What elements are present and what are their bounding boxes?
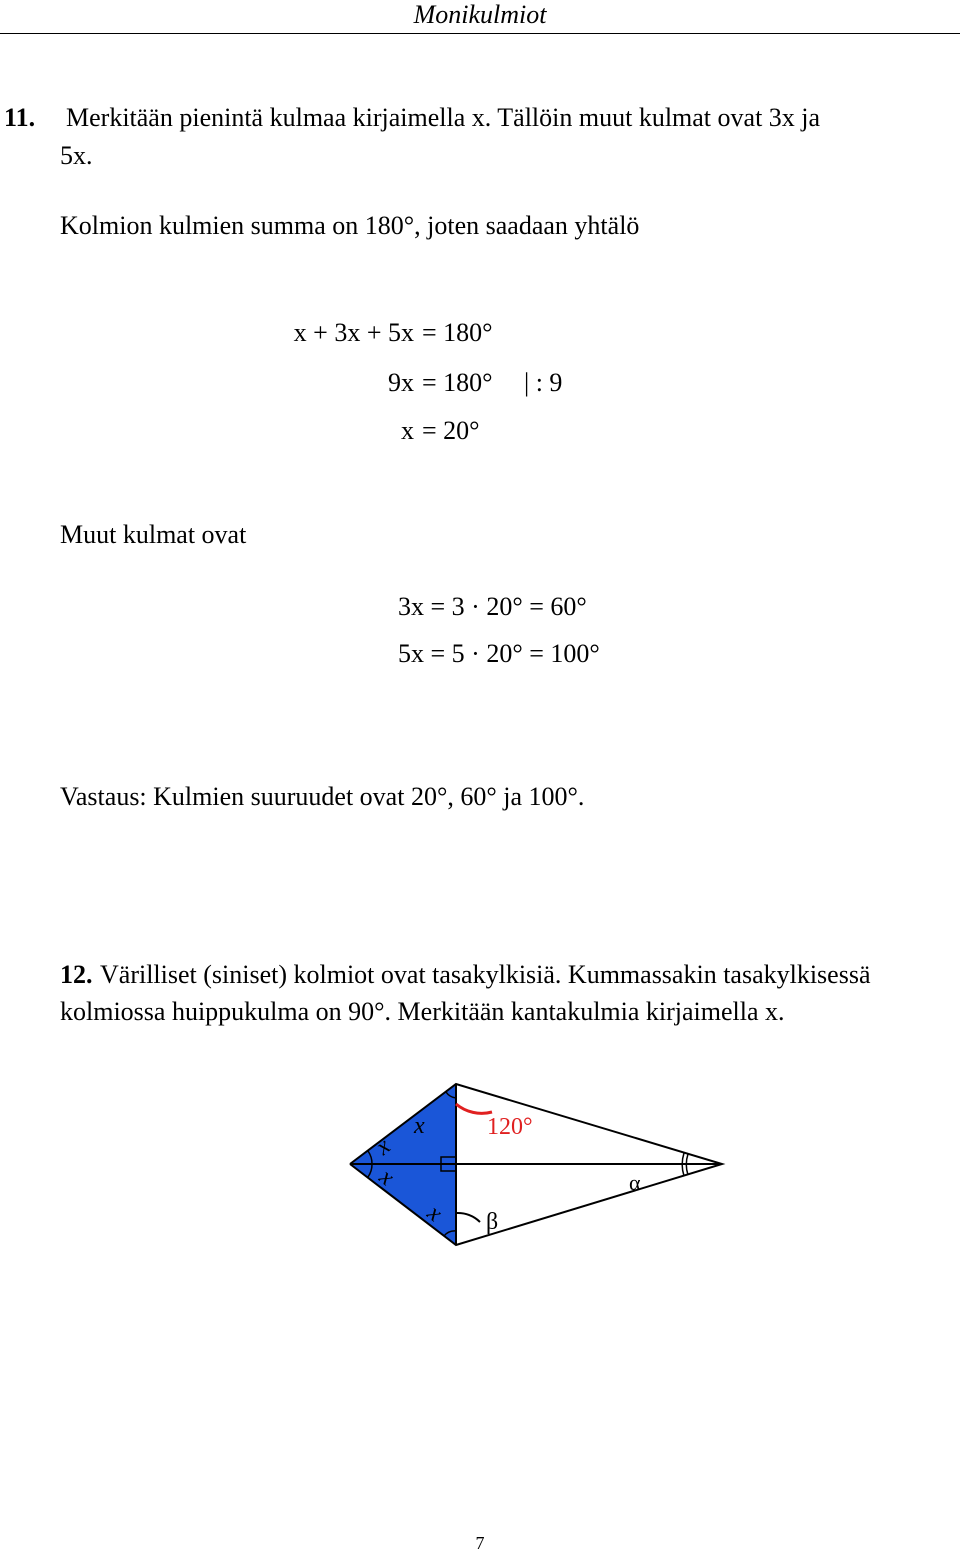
other-angles-label: Muut kulmat ovat — [60, 520, 247, 549]
problem-11-number: 11. — [4, 103, 36, 132]
header-title: Monikulmiot — [413, 0, 547, 29]
label-x-bottom: x — [422, 1200, 447, 1228]
equation-1-lhs: x + 3x + 5x — [293, 318, 414, 347]
label-alpha: α — [629, 1170, 641, 1195]
red-angle-arc-120 — [456, 1104, 492, 1113]
problem-11-intro: Kolmion kulmien summa on 180°, joten saadaan yhtälö — [60, 211, 640, 240]
angle-calc-3x: 3x = 3 · 20° = 60° — [398, 592, 587, 621]
problem-11-line2: 5x. — [60, 141, 93, 170]
label-x-upper-left: x — [371, 1133, 396, 1161]
angle-calc-5x: 5x = 5 · 20° = 100° — [398, 639, 600, 668]
problem-11-line1: Merkitään pienintä kulmaa kirjaimella x. Tällöin muut kulmat ovat 3x ja — [66, 103, 821, 132]
label-x-upper-mid: x — [414, 1113, 425, 1139]
equation-1-rhs: = 180° — [422, 318, 493, 347]
bottom-vertex-arc-beta — [456, 1213, 480, 1222]
equation-2-lhs: 9x — [388, 368, 414, 397]
label-x-lower-left: x — [374, 1164, 399, 1192]
page-number: 7 — [475, 1533, 485, 1553]
label-angle-120: 120° — [487, 1114, 533, 1140]
equation-3-rhs: = 20° — [422, 416, 480, 445]
problem-12-line2: kolmiossa huippukulma on 90°. Merkitään kantakulmia kirjaimella x. — [60, 997, 785, 1026]
problem-12-number: 12. — [60, 960, 93, 989]
equation-3-lhs: x — [401, 416, 414, 445]
equation-2-rhs: = 180° — [422, 368, 493, 397]
problem-11-answer: Vastaus: Kulmien suuruudet ovat 20°, 60° ja 100°. — [60, 782, 585, 811]
label-beta: β — [486, 1209, 499, 1235]
equation-2-note: | : 9 — [524, 368, 563, 397]
problem-12-line1: Värilliset (siniset) kolmiot ovat tasakylkisiä. Kummassakin tasakylkisessä — [100, 960, 871, 989]
